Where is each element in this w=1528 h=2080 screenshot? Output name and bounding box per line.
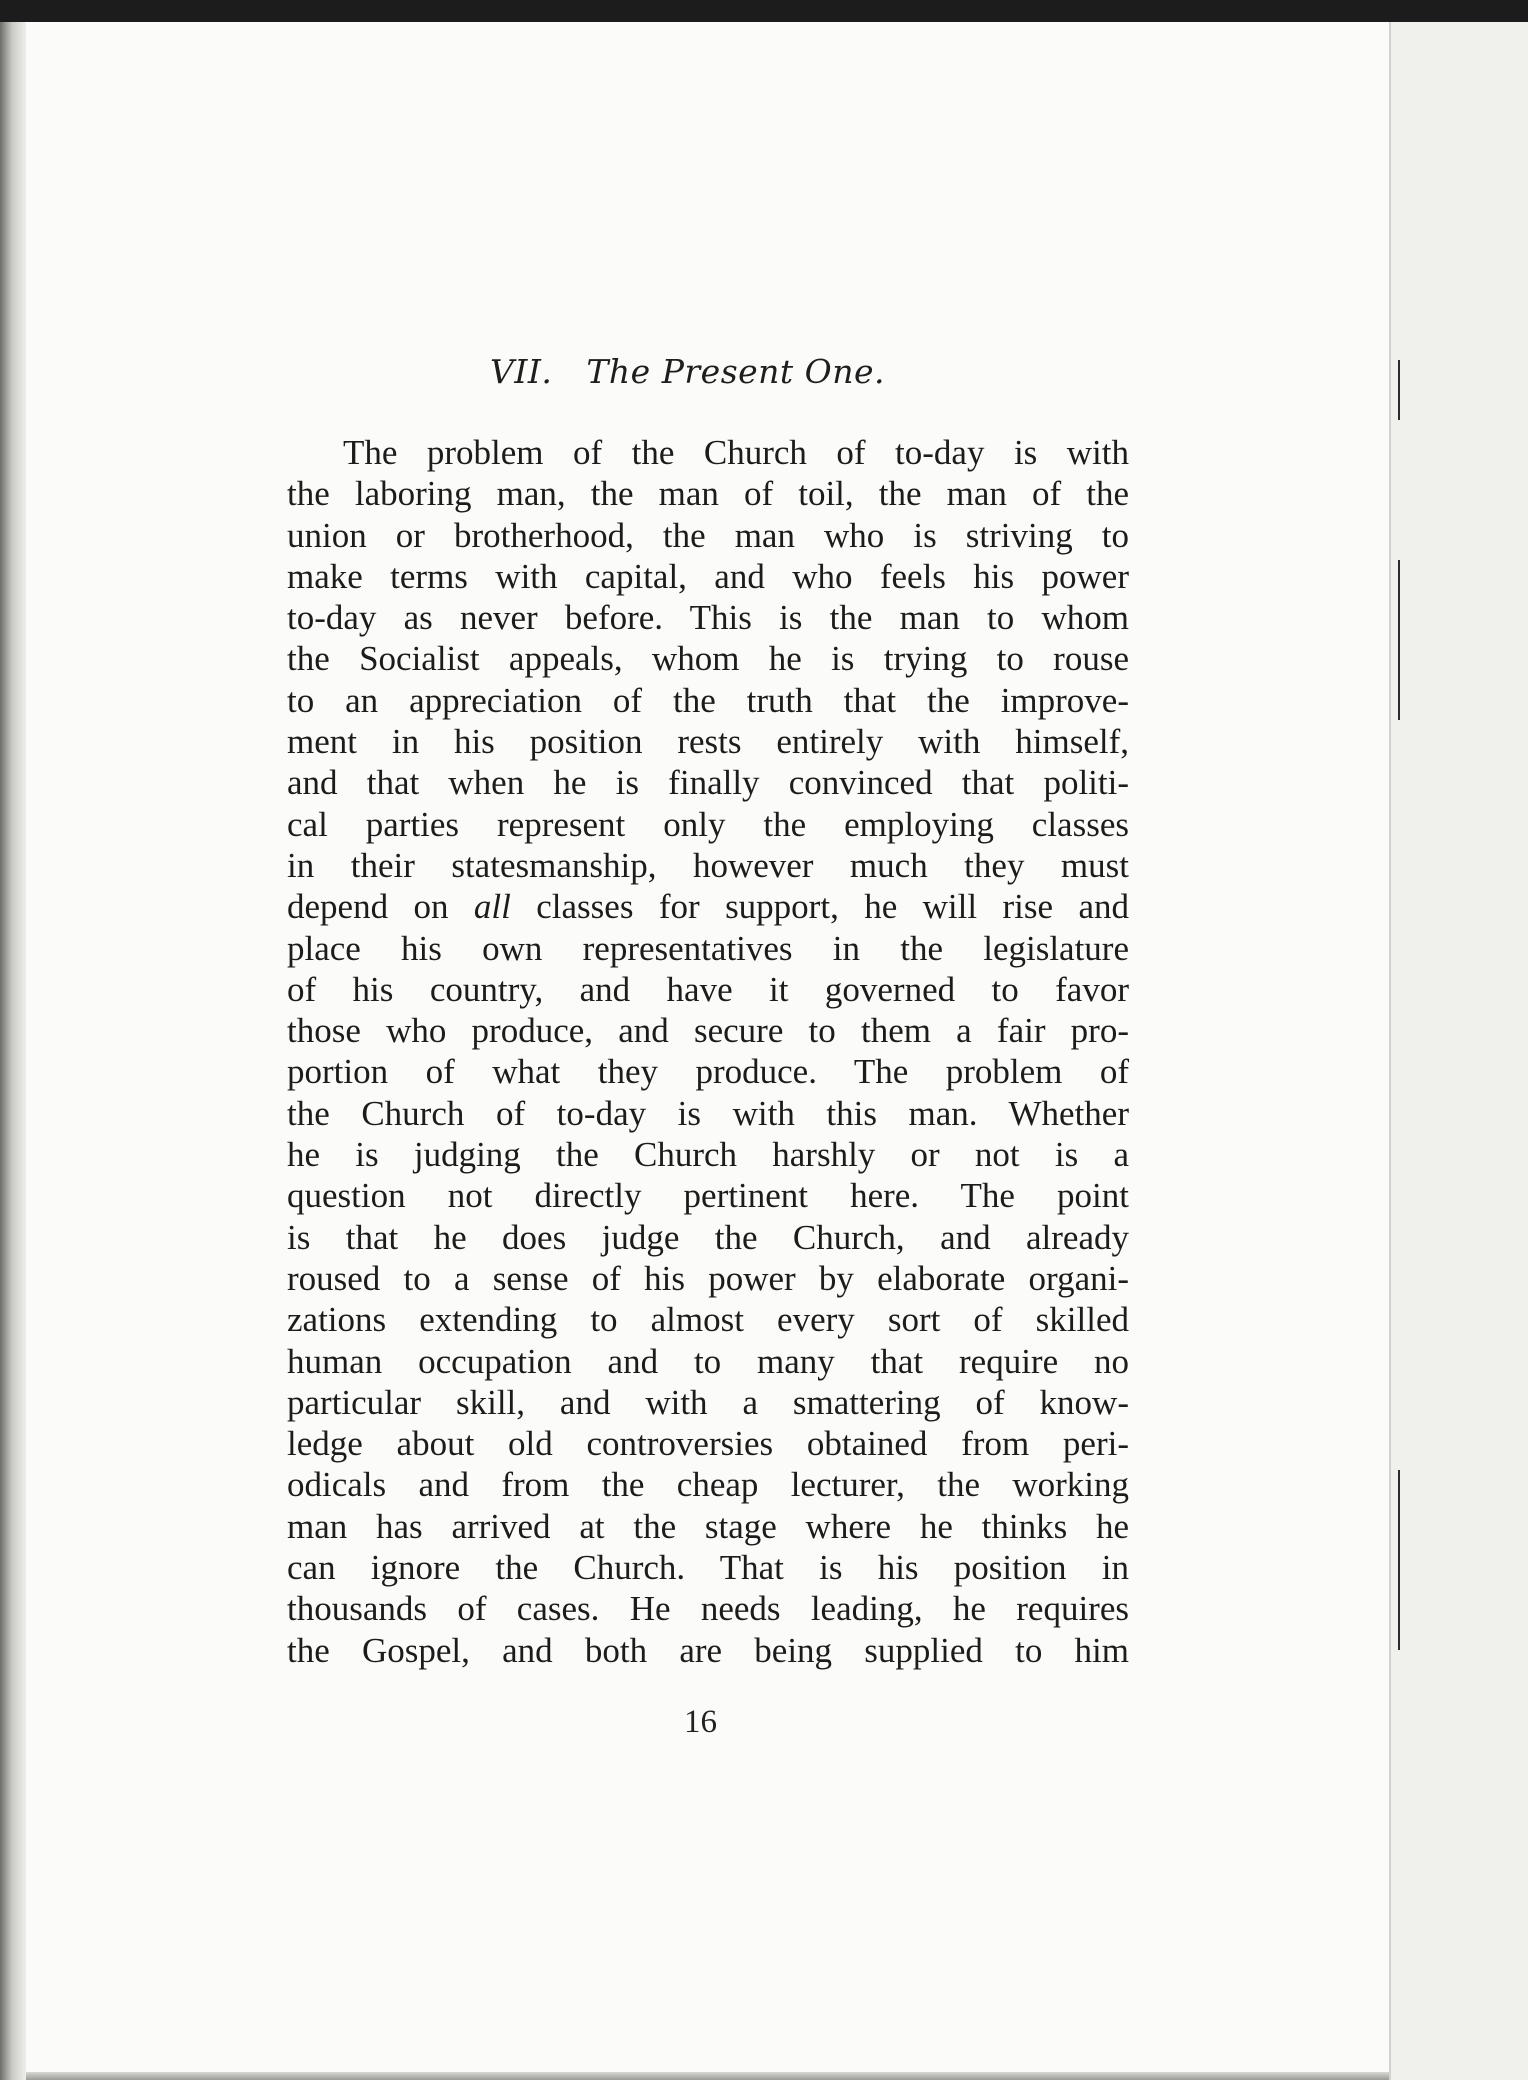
text-line xyxy=(287,556,1129,597)
text-run: to an appreciation of the truth that the improve- xyxy=(287,680,1129,720)
text-run: union or brotherhood, the man who is striving to xyxy=(287,515,1129,555)
text-run: and that when he is finally convinced that politi- xyxy=(287,763,1129,803)
text-line xyxy=(287,845,1129,886)
text-run: classes for support, he will rise and xyxy=(510,887,1129,927)
text-run: place his own representatives in the legislature xyxy=(287,928,1129,968)
text-run: ment in his position rests entirely with himself, xyxy=(287,722,1129,762)
text-run: depend on xyxy=(287,887,474,927)
scanner-top-edge xyxy=(0,0,1528,22)
text-line xyxy=(287,969,1129,1010)
text-line xyxy=(287,432,1129,473)
text-line xyxy=(287,1217,1129,1258)
text-run: those who produce, and secure to them a fair pro- xyxy=(287,1011,1129,1051)
text-line xyxy=(287,1506,1129,1547)
chapter-number: VII. xyxy=(490,352,553,391)
book-spine-edge xyxy=(0,22,26,2080)
right-margin-mark xyxy=(1398,560,1400,720)
text-line xyxy=(287,1299,1129,1340)
text-run: human occupation and to many that require no xyxy=(287,1341,1129,1381)
text-run: question not directly pertinent here. The point xyxy=(287,1176,1129,1216)
adjacent-page-edge xyxy=(1389,22,1528,2080)
text-run: the laboring man, the man of toil, the man of the xyxy=(287,474,1129,514)
text-line xyxy=(287,762,1129,803)
text-run: the Socialist appeals, whom he is trying to rouse xyxy=(287,639,1129,679)
text-run: in their statesmanship, however much they must xyxy=(287,845,1129,885)
text-line xyxy=(287,680,1129,721)
text-line xyxy=(287,1010,1129,1051)
text-run: portion of what they produce. The problem of xyxy=(287,1052,1129,1092)
page-bottom-shadow xyxy=(26,2072,1389,2080)
page-number: 16 xyxy=(684,1704,717,1740)
text-run: cal parties represent only the employing classes xyxy=(287,804,1129,844)
text-line xyxy=(287,1093,1129,1134)
text-run: particular skill, and with a smattering of know- xyxy=(287,1382,1129,1422)
right-margin-mark xyxy=(1398,1470,1400,1650)
text-run: ledge about old controversies obtained from peri- xyxy=(287,1424,1129,1464)
text-line xyxy=(287,638,1129,679)
body-paragraph xyxy=(287,432,1129,1671)
text-line xyxy=(287,721,1129,762)
text-line xyxy=(287,1134,1129,1175)
chapter-title: The Present One. xyxy=(586,352,885,391)
text-line xyxy=(287,1547,1129,1588)
text-line xyxy=(287,1051,1129,1092)
text-line xyxy=(287,515,1129,556)
text-line xyxy=(287,1588,1129,1629)
text-run: can ignore the Church. That is his position in xyxy=(287,1548,1129,1588)
text-line xyxy=(287,597,1129,638)
text-run: The problem of the Church of to-day is with xyxy=(343,433,1129,472)
chapter-heading xyxy=(490,352,960,391)
text-line xyxy=(287,1258,1129,1299)
text-run: man has arrived at the stage where he thinks he xyxy=(287,1506,1129,1546)
text-line xyxy=(287,1464,1129,1505)
text-run: is that he does judge the Church, and already xyxy=(287,1217,1129,1257)
text-run: he is judging the Church harshly or not is a xyxy=(287,1135,1129,1175)
text-run: roused to a sense of his power by elaborate organi- xyxy=(287,1258,1129,1298)
emphasized-word: all xyxy=(473,887,511,927)
text-run: to-day as never before. This is the man to whom xyxy=(287,598,1129,638)
text-line xyxy=(287,928,1129,969)
text-line xyxy=(287,1423,1129,1464)
right-margin-mark xyxy=(1398,360,1400,420)
text-run: thousands of cases. He needs leading, he requires xyxy=(287,1589,1129,1629)
text-line xyxy=(287,886,1129,927)
text-line xyxy=(287,804,1129,845)
text-run: the Church of to-day is with this man. Whether xyxy=(287,1093,1129,1133)
text-line xyxy=(287,473,1129,514)
text-run: odicals and from the cheap lecturer, the working xyxy=(287,1465,1129,1505)
text-line xyxy=(287,1341,1129,1382)
text-line xyxy=(287,1175,1129,1216)
text-run: of his country, and have it governed to favor xyxy=(287,969,1129,1009)
text-line xyxy=(287,1630,1129,1671)
text-run: the Gospel, and both are being supplied to him xyxy=(287,1630,1129,1670)
text-line xyxy=(287,1382,1129,1423)
text-run: make terms with capital, and who feels his power xyxy=(287,556,1129,596)
text-run: zations extending to almost every sort of skilled xyxy=(287,1300,1129,1340)
